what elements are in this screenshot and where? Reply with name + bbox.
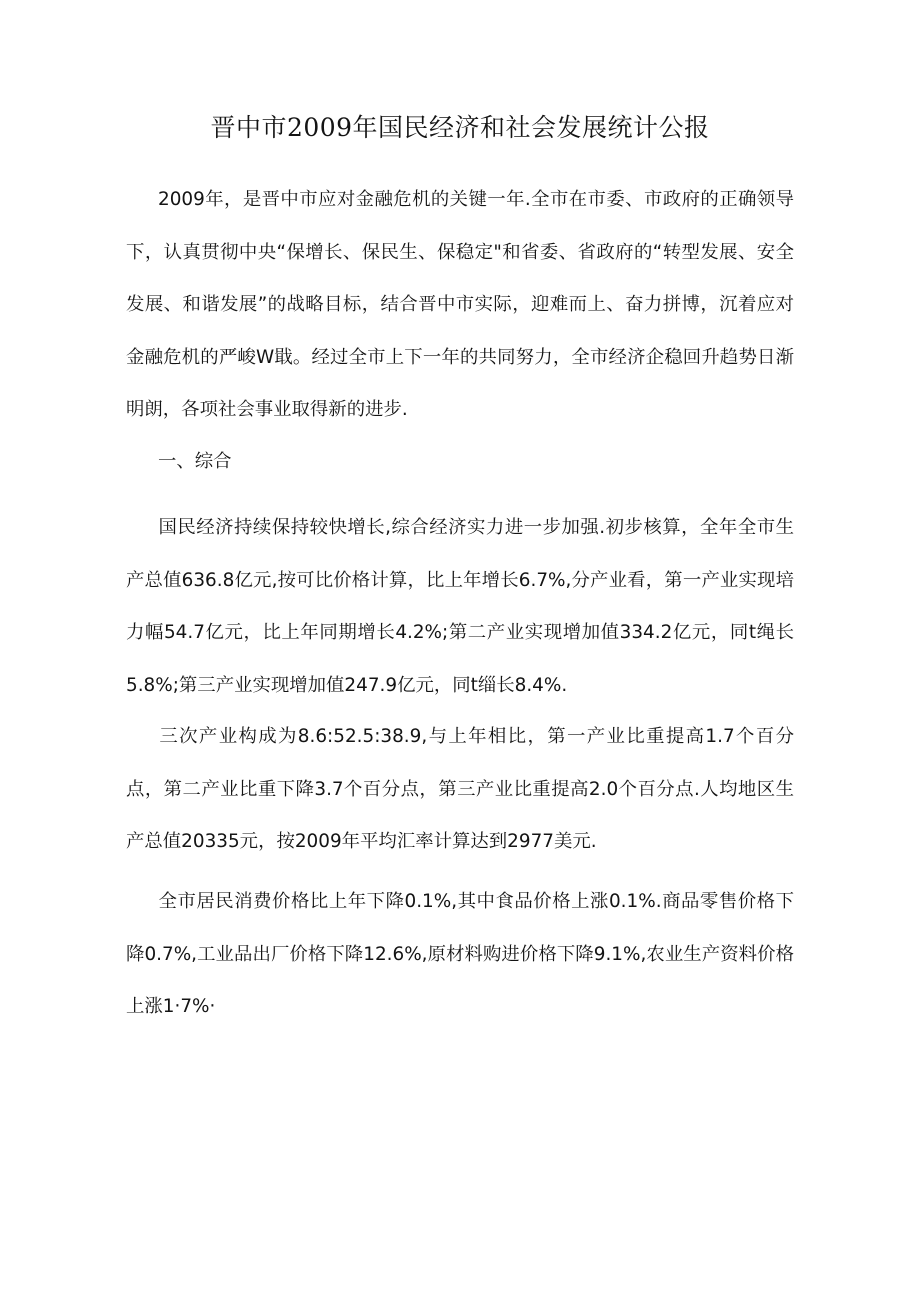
body-paragraph xyxy=(126,502,794,712)
intro-paragraph xyxy=(126,174,794,437)
body-paragraph-text: 国民经济持续保持较快增长,综合经济实力进一步加强.初步核算，全年全市生产总值636.8亿元,按可比价格计算，比上年增长6.7%,分产业看，第一产业实现培力幅54.7亿元，比上年同期增长4.2%;第二产业实现增加值334.2亿元，同t绳长5.8%;第三产业实现增加值247.9亿元，同t缁长8.4%. xyxy=(126,517,794,696)
section-heading xyxy=(126,436,794,489)
body-paragraph-text: 三次产业构成为8.6:52.5:38.9,与上年相比，第一产业比重提高1.7个百分点，第二产业比重下降3.7个百分点，第三产业比重提高2.0个百分点.人均地区生产总值20335元，按2009年平均汇率计算达到2977美元. xyxy=(126,726,794,852)
document-title: 晋中市2009年国民经济和社会发展统计公报 xyxy=(210,113,710,142)
body-paragraph-text: 全市居民消费价格比上年下降0.1%,其中食品价格上涨0.1%.商品零售价格下降0.7%,工业品出厂价格下降12.6%,原材料购进价格下降9.1%,农业生产资料价格上涨1·7%· xyxy=(126,891,794,1017)
section-heading-text: 一、综合 xyxy=(158,451,232,472)
intro-text: 2009年，是晋中市应对金融危机的关键一年.全市在市委、市政府的正确领导下，认真贯彻中央“保增长、保民生、保稳定"和省委、省政府的“转型发展、安全发展、和谐发展”的战略目标，结合晋中市实际，迎难而上、奋力拼博，沉着应对金融危机的严峻W戢。经过全市上下一年的共同努力，全市经济企稳回升趋势日渐明朗，各项社会事业取得新的进步. xyxy=(126,189,794,420)
body-paragraph xyxy=(126,711,794,869)
body-paragraph xyxy=(126,876,794,1034)
